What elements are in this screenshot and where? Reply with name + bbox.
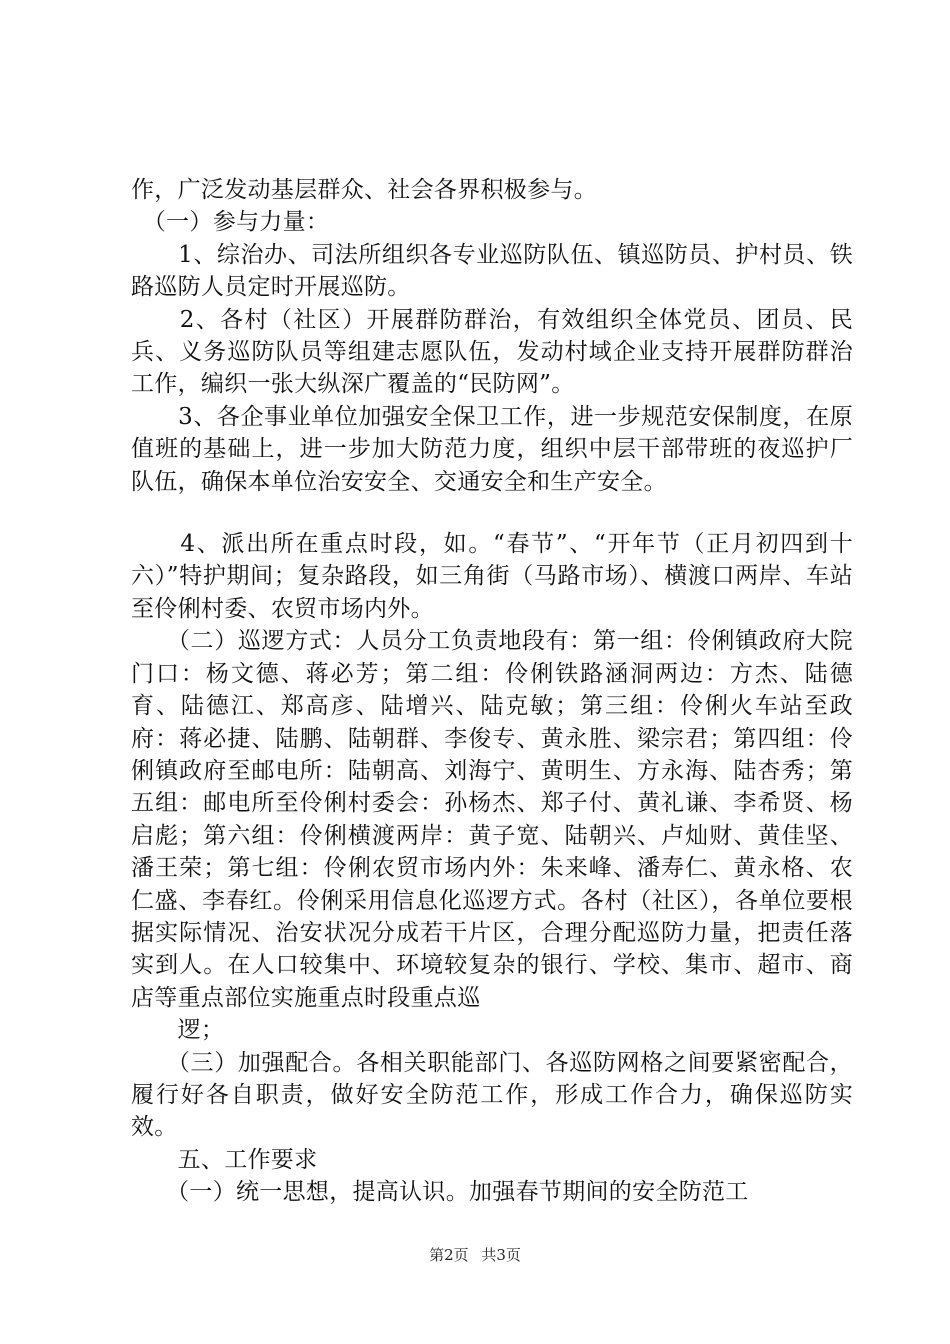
paragraph-gap	[131, 498, 853, 528]
paragraph: （三）加强配合。各相关职能部门、各巡防网格之间要紧密配合，履行好各自职责，做好安全防范工作，形成工作合力，确保巡防实效。	[131, 1049, 853, 1141]
paragraph: 2、各村（社区）开展群防群治，有效组织全体党员、团员、民兵、义务巡防队员等组建志愿队伍，发动村域企业支持开展群防群治工作，编织一张大纵深广覆盖的“民防网”。	[131, 306, 853, 398]
paragraph: （一）统一思想，提高认识。加强春节期间的安全防范工	[131, 1179, 749, 1206]
page-footer	[0, 1244, 950, 1265]
page-total: 共3页	[481, 1246, 521, 1264]
paragraph: 五、工作要求	[131, 1146, 318, 1173]
paragraph: 4、派出所在重点时段，如。“春节”、“开年节（正月初四到十六）”特护期间；复杂路段，如三角街（马路市场）、横渡口两岸、车站至伶俐村委、农贸市场内外。	[131, 531, 853, 622]
paragraph: （一）参与力量：	[131, 209, 330, 236]
paragraph: 1、综治办、司法所组织各专业巡防队伍、镇巡防员、护村员、铁路巡防人员定时开展巡防。	[131, 241, 853, 301]
paragraph: （二）巡逻方式：人员分工负责地段有：第一组：伶俐镇政府大院门口：杨文德、蒋必芳；第二组：伶俐铁路涵洞两边：方杰、陆德育、陆德江、郑高彦、陆增兴、陆克敏；第三组：伶俐火车站至政府：蒋必捷、陆鹏、陆朝群、李俊专、黄永胜、梁宗君；第四组：伶俐镇政府至邮电所：陆朝高、刘海宁、黄明生、方永海、陆杏秀；第五组：邮电所至伶俐村委会：孙杨杰、郑子付、黄礼谦、李希贤、杨启彪；第六组：伶俐横渡两岸：黄子宽、陆朝兴、卢灿财、黄佳坚、潘王荣；第七组：伶俐农贸市场内外：朱来峰、潘寿仁、黄永格、农仁盛、李春红。伶俐采用信息化巡逻方式。各村（社区），各单位要根据实际情况、治安状况分成若干片区，合理分配巡防力量，把责任落实到人。在人口较集中、环境较复杂的银行、学校、集市、超市、商店等重点部位实施重点时段重点巡	[131, 628, 853, 1011]
paragraph: 逻；	[131, 1017, 225, 1044]
page-number: 第2页	[429, 1246, 469, 1264]
paragraph: 3、各企事业单位加强安全保卫工作，进一步规范安保制度，在原值班的基础上，进一步加大防范力度，组织中层干部带班的夜巡护厂队伍，确保本单位治安安全、交通安全和生产安全。	[131, 403, 853, 495]
paragraph: 作，广泛发动基层群众、社会各界积极参与。	[131, 177, 597, 203]
document-body	[131, 174, 853, 1209]
